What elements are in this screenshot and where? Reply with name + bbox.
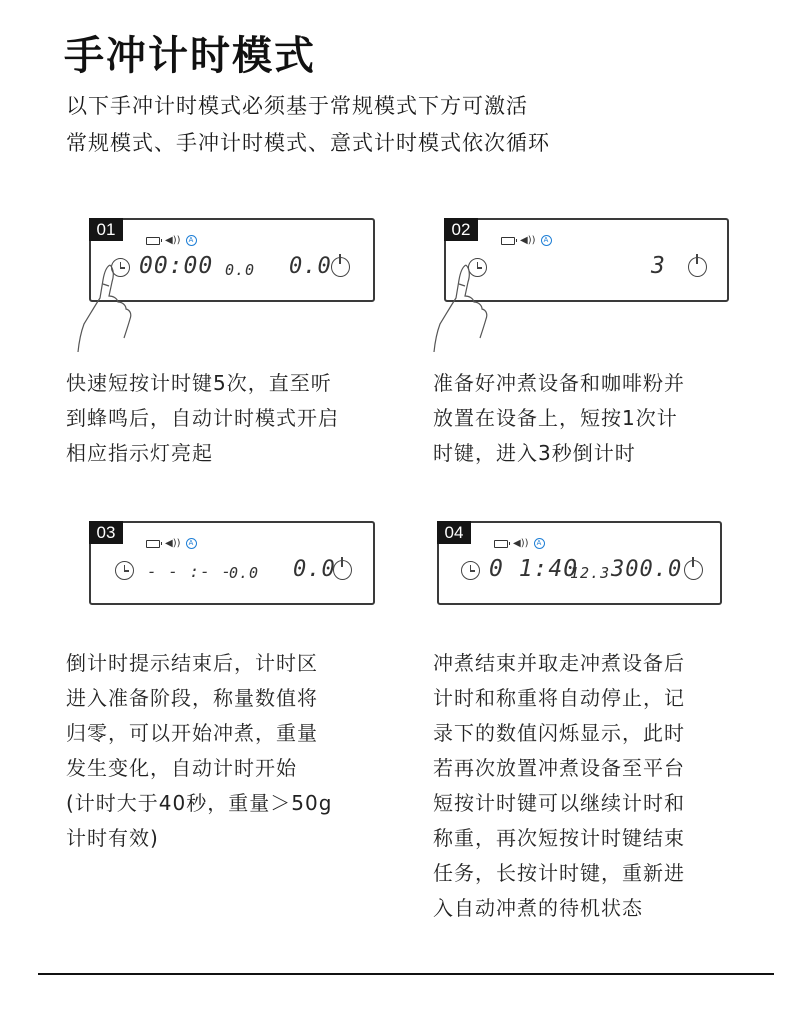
step-badge: 02 bbox=[444, 218, 478, 241]
battery-icon bbox=[494, 540, 508, 548]
time-readout: - - :- - bbox=[147, 562, 233, 581]
finger-press-icon bbox=[76, 262, 146, 354]
desc-line: 快速短按计时键5次，直至听 bbox=[66, 371, 332, 395]
display-panel-step-4 bbox=[437, 521, 722, 605]
step-4-description bbox=[433, 646, 685, 926]
desc-line: 冲煮结束并取走冲煮设备后 bbox=[433, 651, 685, 675]
desc-line: 放置在设备上，短按1次计 bbox=[433, 406, 678, 430]
desc-line: 短按计时键可以继续计时和 bbox=[433, 791, 685, 815]
desc-line: 进入准备阶段，称量数值将 bbox=[66, 686, 318, 710]
speaker-icon: ◀)) bbox=[513, 537, 529, 549]
countdown-readout: 3 bbox=[651, 253, 666, 279]
finger-press-icon bbox=[432, 262, 502, 354]
desc-line: 时键，进入3秒倒计时 bbox=[433, 441, 636, 465]
time-readout: 0 1:40 bbox=[489, 556, 579, 582]
desc-line: 录下的数值闪烁显示，此时 bbox=[433, 721, 685, 745]
weight-readout: 0.0 bbox=[289, 254, 332, 279]
status-icons bbox=[494, 538, 545, 549]
desc-line: 到蜂鸣后，自动计时模式开启 bbox=[66, 406, 339, 430]
step-3-description bbox=[66, 646, 332, 856]
subtitle-line-1: 以下手冲计时模式必须基于常规模式下方可激活 bbox=[66, 94, 528, 118]
speaker-icon: ◀)) bbox=[520, 234, 536, 246]
battery-icon bbox=[501, 237, 515, 245]
flow-readout: 12.3 bbox=[570, 564, 611, 582]
desc-line: 倒计时提示结束后，计时区 bbox=[66, 651, 318, 675]
desc-line: (计时大于40秒，重量＞50g bbox=[66, 791, 333, 815]
step-badge: 04 bbox=[437, 521, 471, 544]
desc-line: 入自动冲煮的待机状态 bbox=[433, 896, 643, 920]
desc-line: 发生变化，自动计时开始 bbox=[66, 756, 297, 780]
power-key-icon[interactable] bbox=[331, 257, 350, 277]
step-badge: 03 bbox=[89, 521, 123, 544]
power-key-icon[interactable] bbox=[333, 560, 352, 580]
auto-mode-icon: A bbox=[186, 235, 197, 246]
speaker-icon: ◀)) bbox=[165, 537, 181, 549]
desc-line: 计时和称重将自动停止，记 bbox=[433, 686, 685, 710]
desc-line: 任务，长按计时键，重新进 bbox=[433, 861, 685, 885]
page-title: 手冲计时模式 bbox=[64, 33, 316, 79]
weight-readout: 300.0 bbox=[611, 557, 683, 582]
battery-icon bbox=[146, 237, 160, 245]
power-key-icon[interactable] bbox=[684, 560, 703, 580]
display-panel-step-3 bbox=[89, 521, 375, 605]
step-badge: 01 bbox=[89, 218, 123, 241]
auto-mode-icon: A bbox=[541, 235, 552, 246]
power-key-icon[interactable] bbox=[688, 257, 707, 277]
battery-icon bbox=[146, 540, 160, 548]
status-icons bbox=[501, 235, 552, 246]
timer-key-icon[interactable] bbox=[115, 561, 134, 580]
subtitle-line-2: 常规模式、手冲计时模式、意式计时模式依次循环 bbox=[66, 131, 550, 155]
desc-line: 计时有效) bbox=[66, 826, 159, 850]
step-1-description bbox=[66, 366, 339, 471]
desc-line: 若再次放置冲煮设备至平台 bbox=[433, 756, 685, 780]
auto-mode-icon: A bbox=[534, 538, 545, 549]
status-icons bbox=[146, 538, 197, 549]
weight-readout: 0.0 bbox=[293, 557, 336, 582]
step-2-description bbox=[433, 366, 685, 471]
flow-readout: 0.0 bbox=[225, 261, 256, 279]
desc-line: 相应指示灯亮起 bbox=[66, 441, 213, 465]
auto-mode-icon: A bbox=[186, 538, 197, 549]
bottom-divider bbox=[38, 973, 774, 975]
desc-line: 归零，可以开始冲煮，重量 bbox=[66, 721, 318, 745]
desc-line: 准备好冲煮设备和咖啡粉并 bbox=[433, 371, 685, 395]
desc-line: 称重，再次短按计时键结束 bbox=[433, 826, 685, 850]
speaker-icon: ◀)) bbox=[165, 234, 181, 246]
status-icons bbox=[146, 235, 197, 246]
timer-key-icon[interactable] bbox=[461, 561, 480, 580]
flow-readout: 0.0 bbox=[229, 564, 260, 582]
time-readout: 00:00 bbox=[139, 253, 214, 279]
